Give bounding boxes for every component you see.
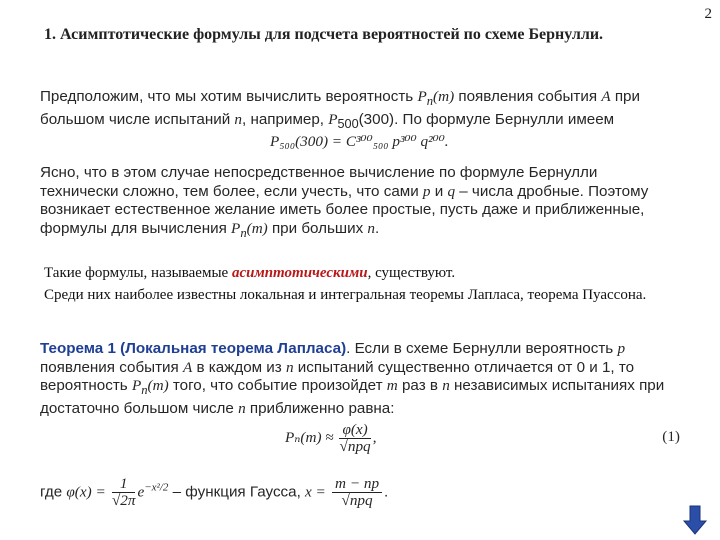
page-number: 2: [704, 6, 712, 22]
slide-title: 1. Асимптотические формулы для подсчета вероятностей по схеме Бернулли.: [44, 26, 604, 43]
paragraph-motivation: Ясно, что в этом случае непосредственное вычисление по формуле Бернулли технически сложно, тем более, если учесть, что сами p и q – числа дробные. Поэтому возникает естественное желание иметь более простые, пусть даже и приближенные, формулы для вычисления $P_n(m)$ при больших n.: [40, 164, 649, 240]
paragraph-intro: Предположим, что мы хотим вычислить вероятность $P_n(m)$ появления события A при большом числе испытаний n, например, $P_{500}(300)$. По формуле Бернулли имеем P₅₀₀(300) = C³⁰⁰₅₀₀ p³⁰⁰ q²⁰⁰.: [40, 88, 680, 152]
theorem-label: Теорема 1 (Локальная теорема Лапласа): [40, 340, 347, 357]
eq1-fraction: $\frac{\varphi(x)}{\text{√npq}}$: [339, 421, 371, 455]
equation-1: Pₙ(m) ≈ $\frac{\varphi(x)}{\text{√npq}}$ , (1): [285, 421, 680, 455]
down-arrow-icon[interactable]: [682, 504, 708, 536]
equation-gauss: где φ(x) = $\frac{1}{√2\pi}$ $e^{-x^2/2}$ – функция Гаусса, x = $\frac{m - np}{\text{√npq}}$ .: [40, 475, 389, 509]
equation-number: (1): [662, 428, 680, 445]
bernoulli-formula: P₅₀₀(300) = C³⁰⁰₅₀₀ p³⁰⁰ q²⁰⁰.: [270, 133, 449, 151]
theorem-1: Теорема 1 (Локальная теорема Лапласа). Если в схеме Бернулли вероятность p появления события A в каждом из n испытаний существенно отличается от 0 и 1, то вероятность $P_n(m)$ того, что событие произойдет m раз в n независимых испытаниях при достаточно большом числе n приближенно равна:: [40, 340, 665, 417]
x-fraction: $\frac{m - np}{\text{√npq}}$: [332, 476, 382, 509]
paragraph-asymptotic: Такие формулы, называемые асимптотическими, существуют. Среди них наиболее известны локальная и интегральная теоремы Лапласа, теорема Пуассона.: [44, 265, 647, 303]
highlight-term: асимптотическими: [231, 265, 368, 281]
gauss-fraction: $\frac{1}{√2\pi}$: [111, 475, 136, 509]
